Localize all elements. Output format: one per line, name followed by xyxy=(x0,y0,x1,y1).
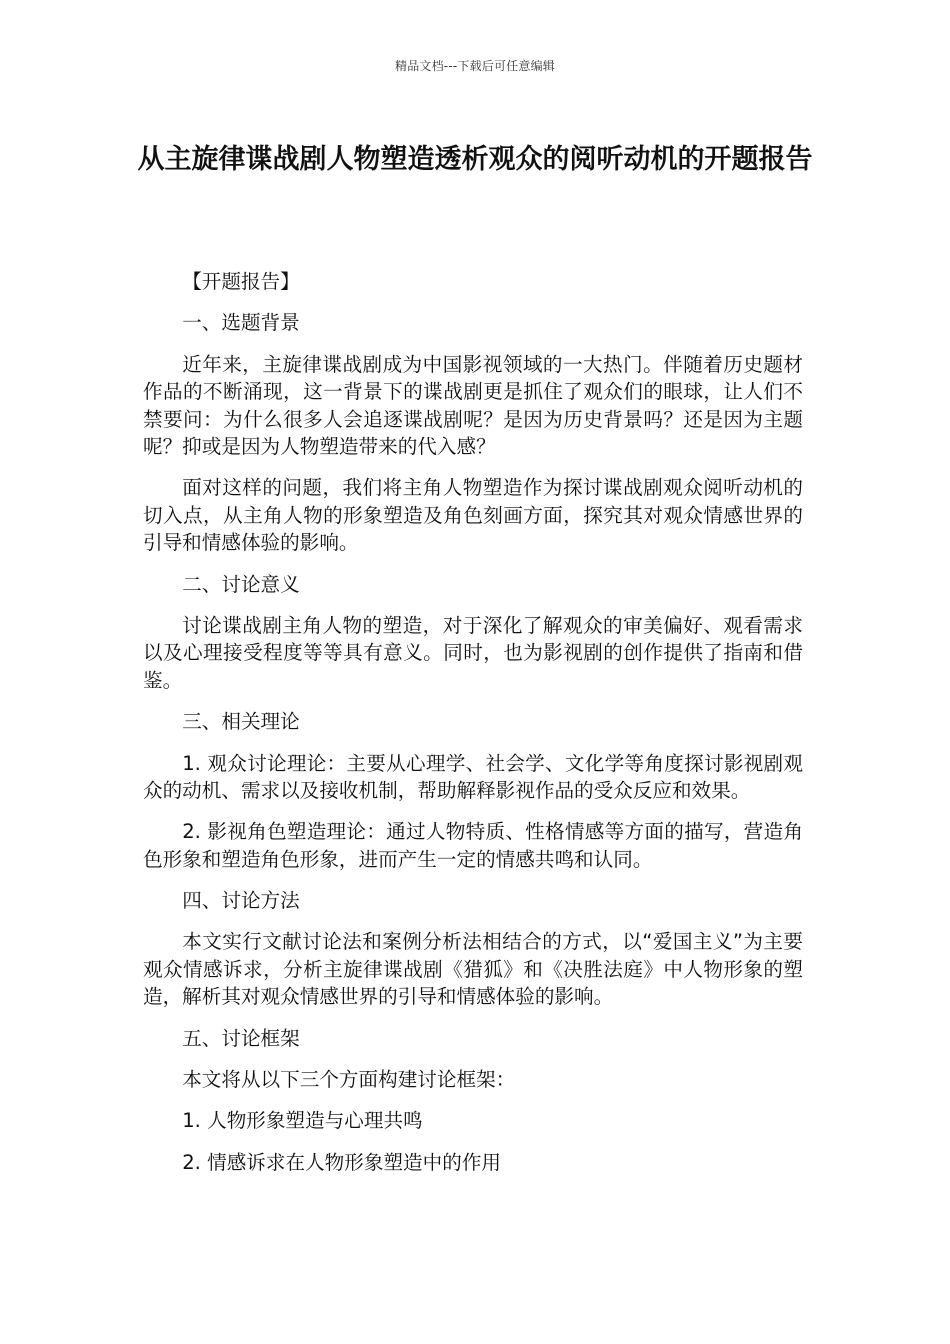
paragraph-theory-2: 2. 影视角色塑造理论：通过人物特质、性格情感等方面的描写，营造角色形象和塑造角色形象，进而产生一定的情感共鸣和认同。 xyxy=(143,820,803,871)
section-heading-background: 一、选题背景 xyxy=(182,311,300,335)
header-note: 精品文档---下载后可任意编辑 xyxy=(395,59,555,73)
paragraph-significance: 讨论谍战剧主角人物的塑造，对于深化了解观众的审美偏好、观看需求以及心理接受程度等等具有意义。同时，也为影视剧的创作提供了指南和借鉴。 xyxy=(143,613,803,692)
section-heading-method: 四、讨论方法 xyxy=(182,889,300,913)
section-heading-framework: 五、讨论框架 xyxy=(182,1026,300,1050)
framework-item-2: 2. 情感诉求在人物形象塑造中的作用 xyxy=(182,1150,502,1174)
paragraph-method: 本文实行文献讨论法和案例分析法相结合的方式，以“爱国主义”为主要观众情感诉求，分析主旋律谍战剧《猎狐》和《决胜法庭》中人物形象的塑造，解析其对观众情感世界的引导和情感体验的影响。 xyxy=(143,930,803,1009)
section-heading-theory: 三、相关理论 xyxy=(182,710,300,734)
document-body xyxy=(143,268,803,1190)
paragraph-background-1: 近年来，主旋律谍战剧成为中国影视领域的一大热门。伴随着历史题材作品的不断涌现，这一背景下的谍战剧更是抓住了观众们的眼球，让人们不禁要问：为什么很多人会追逐谍战剧呢？是因为历史背景吗？还是因为主题呢？抑或是因为人物塑造带来的代入感？ xyxy=(143,352,803,459)
paragraph-background-2: 面对这样的问题，我们将主角人物塑造作为探讨谍战剧观众阅听动机的切入点，从主角人物的形象塑造及角色刻画方面，探究其对观众情感世界的引导和情感体验的影响。 xyxy=(143,476,803,555)
section-label-report: 【开题报告】 xyxy=(182,270,300,293)
framework-item-1: 1. 人物形象塑造与心理共鸣 xyxy=(182,1109,423,1133)
section-heading-significance: 二、讨论意义 xyxy=(182,572,300,596)
page-title: 从主旋律谍战剧人物塑造透析观众的阅听动机的开题报告 xyxy=(137,144,813,175)
paragraph-theory-1: 1. 观众讨论理论：主要从心理学、社会学、文化学等角度探讨影视剧观众的动机、需求以及接收机制，帮助解释影视作品的受众反应和效果。 xyxy=(143,751,803,803)
paragraph-framework-intro: 本文将从以下三个方面构建讨论框架： xyxy=(182,1068,516,1092)
